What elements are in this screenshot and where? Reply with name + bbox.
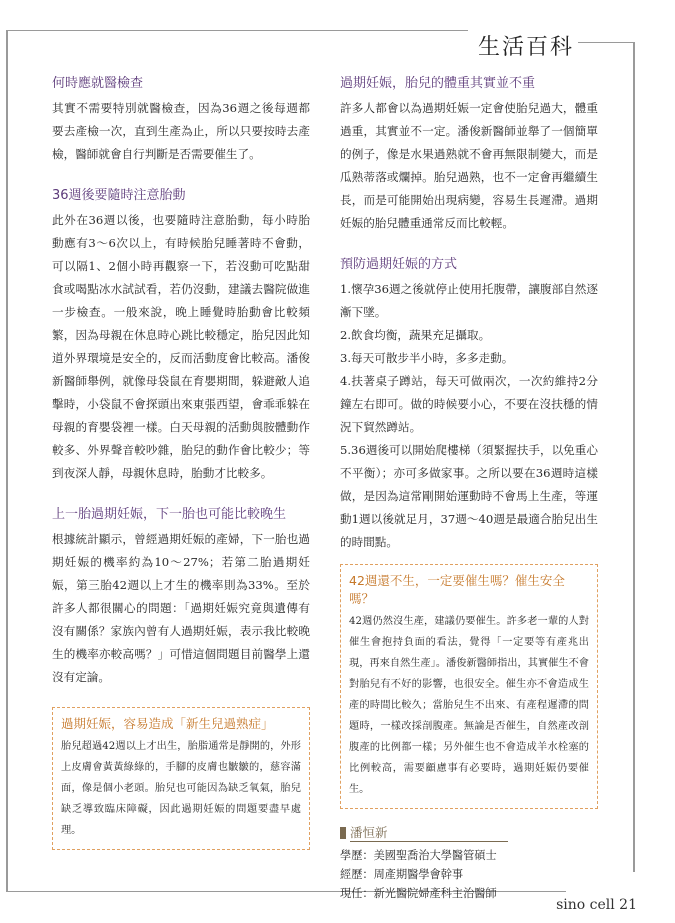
- paragraph-fetal-weight: 許多人都會以為過期妊娠一定會使胎兒過大，體重過重，其實並不一定。潘俊新醫師並舉了一個簡單的例子，像是水果過熟就不會再無限制變大，而是瓜熟蒂落或爛掉。胎兒過熟，也不一定會再繼續生長，而是可能開始出現病變，容易生長遲滯。過期妊娠的胎兒體重通常反而比較輕。: [340, 101, 598, 230]
- author-header: [340, 823, 598, 842]
- note-box-induction: [340, 564, 598, 809]
- note-text-overmature: 胎兒超過42週以上才出生，胎脂通常是靜開的，外形上皮膚會黃黃綠綠的，手腳的皮膚也皺皺的，慈容滿面，像是個小老頭。胎兒也可能因為缺乏氧氣，胎兒缺乏導致臨床障礙，因此過期妊娠的問題要盡早處理。: [61, 741, 301, 836]
- heading-fetal-movement: 36週後要隨時注意胎動: [52, 188, 186, 203]
- note-text-induction: 42週仍然沒生產，建議仍要催生。許多老一輩的人對催生會抱持負面的看法，覺得「一定要等有產兆出現，再來自然生產」。潘俊新醫師指出，其實催生不會對胎兒有不好的影響，也很安全。催生亦不會造成生產的時間比較久；當胎兒生不出來、有產程遲滯的問題時，一樣改採剖腹產。無論是否催生，自然產改剖腹產的比例都一樣；另外催生也不會造成羊水栓塞的比例較高，需要顧慮事有必要時，過期妊娠仍要催生。: [349, 616, 589, 795]
- frame-top-rule: [6, 30, 468, 31]
- heading-previous-pregnancy: 上一胎過期妊娠，下一胎也可能比較晚生: [52, 507, 287, 522]
- author-name: 潘恒新: [350, 823, 508, 842]
- prevention-item: 3.每天可散步半小時，多多走動。: [340, 351, 514, 365]
- paragraph-previous-pregnancy: 根據統計顯示，曾經過期妊娠的產婦，下一胎也過期妊娠的機率約為10～27%；若第二胎過期妊娠，第三胎42週以上才生的機率則為33%。至於許多人都很關心的問題：「過期妊娠究竟與遺傳有沒有關係？家族內曾有人過期妊娠，表示我比較晚生的機率亦較高嗎？」可惜這個問題目前醫學上還沒有定論。: [52, 532, 310, 684]
- note-title-induction: 42週還不生，一定要催生嗎？催生安全嗎？: [349, 573, 565, 606]
- prevention-item: 2.飲食均衡，蔬果充足攝取。: [340, 328, 491, 342]
- left-column: [52, 72, 310, 864]
- prevention-item: 5.36週後可以開始爬樓梯（須緊握扶手，以免重心不平衡）；亦可多做家事。之所以要在36週時這樣做，是因為這常剛開始運動時不會馬上生產，等運動1週以後就足月，37週～40週是最適合胎兒出生的時間點。: [340, 443, 598, 549]
- heading-when-to-check: 何時應就醫檢查: [52, 76, 144, 91]
- frame-right-rule: [633, 42, 635, 872]
- author-education: 學歷：美國聖喬治大學醫管碩士: [340, 849, 497, 862]
- heading-fetal-weight: 過期妊娠，胎兒的體重其實並不重: [340, 76, 536, 91]
- paragraph-when-to-check: 其實不需要特別就醫檢查，因為36週之後每週都要去產檢一次，直到生產為止，所以只要按時去產檢，醫師就會自行判斷是否需要催生了。: [52, 101, 310, 161]
- author-experience: 經歷：周產期醫學會幹事: [340, 868, 464, 881]
- paragraph-fetal-movement: 此外在36週以後，也要隨時注意胎動，每小時胎動應有3～6次以上，有時候胎兒睡著時不會動，可以隔1、2個小時再觀察一下，若沒動可吃點甜食或喝點冰水試試看，若仍沒動，建議去醫院做進一步檢查。一般來說，晚上睡覺時胎動會比較頻繁，因為母親在休息時心跳比較穩定，胎兒因此知道外界環境是安全的，反而活動度會比較高。潘俊新醫師舉例，就像母袋鼠在育嬰期間，躲避敵人追擊時，小袋鼠不會探頭出來東張西望，會乖乖躲在母親的育嬰袋裡一樣。白天母親的活動與胺體動作較多、外界聲音較吵雜，胎兒的動作會比較少；等到夜深人靜，母親休息時，胎動才比較多。: [52, 213, 310, 480]
- frame-left-rule: [6, 30, 8, 892]
- prevention-item: 4.扶著桌子蹲站，每天可做兩次，一次約維持2分鐘左右即可。做的時候要小心，不要在沒扶穩的情況下貿然蹲站。: [340, 374, 598, 434]
- right-column: [340, 72, 598, 903]
- note-title-overmature: 過期妊娠，容易造成「新生兒過熟症」: [61, 716, 274, 731]
- note-box-overmature: [52, 707, 310, 850]
- author-bar-icon: [340, 827, 346, 839]
- prevention-item: 1.懷孕36週之後就停止使用托腹帶，讓腹部自然逐漸下墜。: [340, 282, 598, 319]
- prevention-list: [340, 278, 598, 554]
- heading-prevention: 預防過期妊娠的方式: [340, 257, 458, 272]
- author-current-position: 現任：新光醫院婦產科主治醫師: [340, 887, 497, 900]
- page-footer: sino cell 21: [556, 897, 637, 913]
- frame-top-right-rule: [578, 42, 633, 43]
- section-header: 生活百科: [478, 35, 575, 60]
